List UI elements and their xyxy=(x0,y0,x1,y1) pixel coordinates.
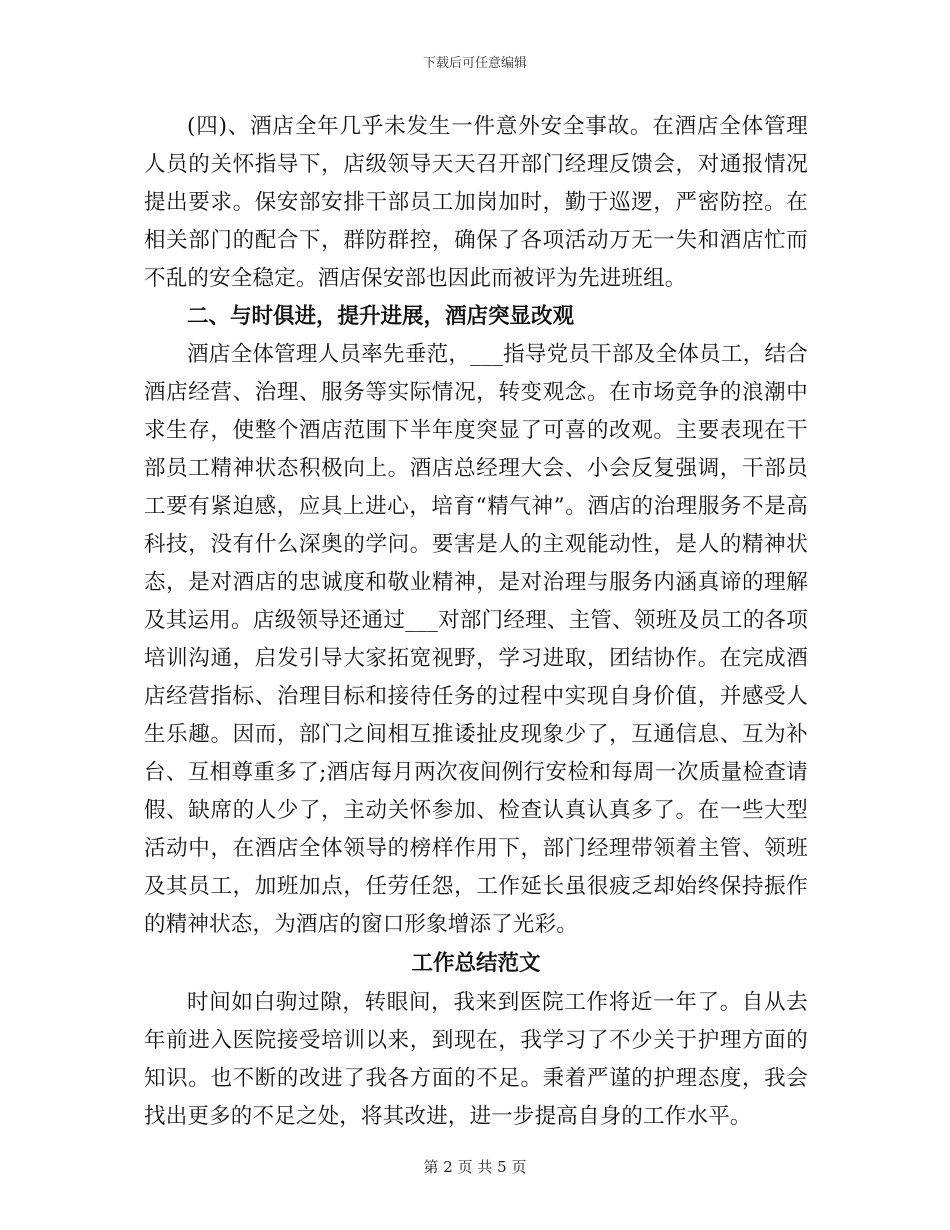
paragraph-summary: 时间如白驹过隙，转眼间，我来到医院工作将近一年了。自从去年前进入医院接受培训以来，到现在，我学习了不少关于护理方面的知识。也不断的改进了我各方面的不足。秉着严谨的护理态度，我会找出更多的不足之处，将其改进，进一步提高自身的工作水平。 xyxy=(144,990,808,1129)
page-header: 下载后可任意编辑 xyxy=(422,56,527,71)
paragraph-improvement: 酒店全体管理人员率先垂范，___指导党员干部及全体员工，结合酒店经营、治理、服务等实际情况，转变观念。在市场竞争的浪潮中求生存，使整个酒店范围下半年度突显了可喜的改观。主要表现在干部员工精神状态积极向上。酒店总经理大会、小会反复强调，干部员工要有紧迫感，应具上进心，培育“精气神”。酒店的治理服务不是高科技，没有什么深奥的学问。要害是人的主观能动性，是人的精神状态，是对酒店的忠诚度和敬业精神，是对治理与服务内涵真谛的理解及其运用。店级领导还通过___对部门经理、主管、领班及员工的各项培训沟通，启发引导大家拓宽视野，学习进取，团结协作。在完成酒店经营指标、治理目标和接待任务的过程中实现自身价值，并感受人生乐趣。因而，部门之间相互推诿扯皮现象少了，互通信息、互为补台、互相尊重多了;酒店每月两次夜间例行安检和每周一次质量检查请假、缺席的人少了，主动关怀参加、检查认真认真多了。在一些大型活动中，在酒店全体领导的榜样作用下，部门经理带领着主管、领班及其员工，加班加点，任劳任怨，工作延长虽很疲乏却始终保持振作的精神状态，为酒店的窗口形象增添了光彩。 xyxy=(144,342,808,937)
document-body xyxy=(144,108,808,1136)
paragraph-safety: (四)、酒店全年几乎未发生一件意外安全事故。在酒店全体管理人员的关怀指导下，店级领导天天召开部门经理反馈会，对通报情况提出要求。保安部安排干部员工加岗加时，勤于巡逻，严密防控。在相关部门的配合下，群防群控，确保了各项活动万无一失和酒店忙而不乱的安全稳定。酒店保安部也因此而被评为先进班组。 xyxy=(144,114,808,291)
section-heading: 二、与时俱进，提升进展，酒店突显改观 xyxy=(187,304,575,329)
document-title: 工作总结范文 xyxy=(411,951,541,976)
page-footer: 第 2 页 共 5 页 xyxy=(423,1158,527,1176)
